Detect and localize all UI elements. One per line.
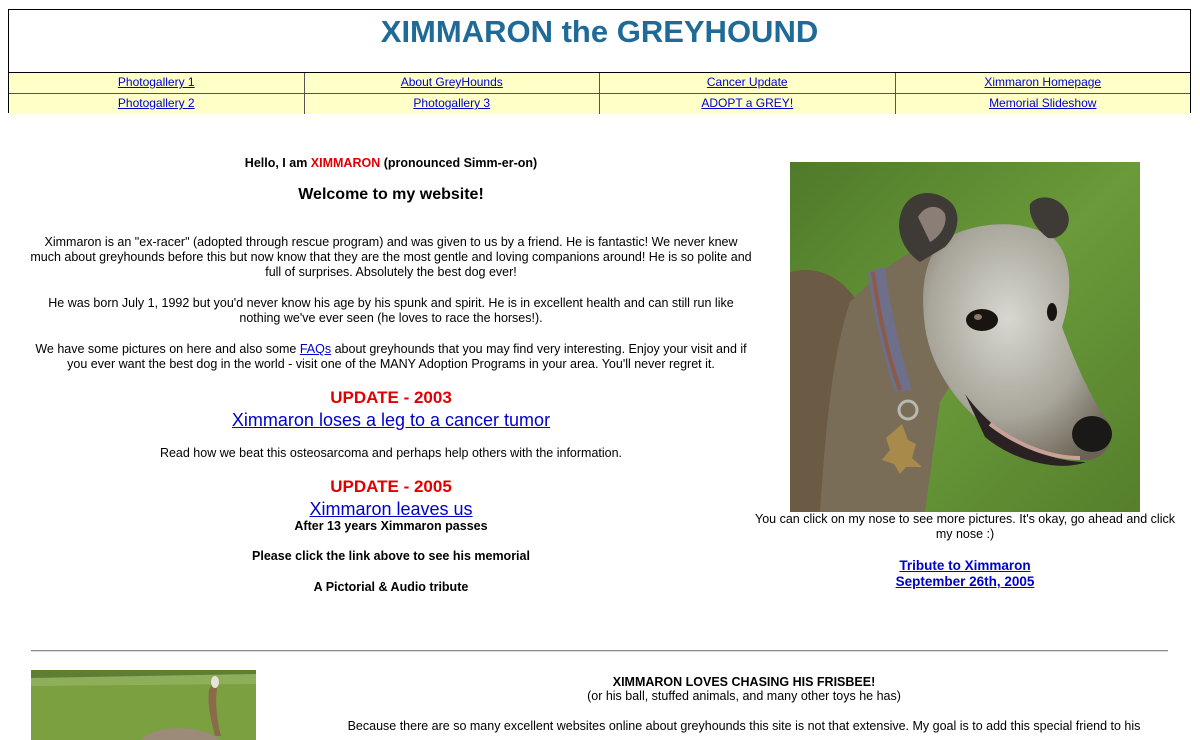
update-2005-heading: UPDATE - 2005 [330,477,452,496]
cancer-story-link-wrap [30,410,752,431]
memorial-link-wrap [30,499,752,520]
nav-cell [9,94,305,114]
para3-before: We have some pictures on here and also some [35,342,300,356]
nav-link-memorial-slideshow[interactable]: Memorial Slideshow [989,96,1097,110]
nav-link-homepage[interactable]: Ximmaron Homepage [984,75,1102,89]
hello-name: XIMMARON [310,156,381,170]
memorial-link[interactable]: Ximmaron leaves us [309,499,473,519]
nav-cell [9,73,305,93]
para3-after: about greyhounds that you may find very interesting. Enjoy your visit and if you ever want the best dog in the world - visit one of the MANY Adoption Programs in your area. You'll never regret it. [67,342,747,371]
horizontal-divider [31,650,1168,652]
nav-link-about-greyhounds[interactable]: About GreyHounds [400,75,503,89]
intro-paragraph-1: Ximmaron is an "ex-racer" (adopted through rescue program) and was given to us by a friend. He is fantastic! We never knew much about greyhounds before this but now know that they are the most gentle and loving companions around! He is so polite and full of surprises. Absolutely the best dog ever! [30,235,752,279]
hello-suffix: (pronounced Simm-er-on) [380,156,538,170]
hello-line [30,156,752,170]
frisbee-heading: XIMMARON LOVES CHASING HIS FRISBEE! [612,675,876,689]
intro-paragraph-2: He was born July 1, 1992 but you'd never know his age by his spunk and spirit. He is in excellent health and can still run like nothing we've ever seen (he loves to race the horses!). [48,296,734,325]
nav-cell [896,94,1191,114]
cancer-story-link[interactable]: Ximmaron loses a leg to a cancer tumor [231,410,551,430]
nav-cell [600,73,896,93]
pictorial-text: A Pictorial & Audio tribute [313,580,469,594]
tribute-line-2: September 26th, 2005 [895,574,1035,589]
tribute-section [755,558,1175,590]
frisbee-photo [31,670,256,740]
intro-paragraph-3 [30,342,752,372]
osteosarcoma-paragraph: Read how we beat this osteosarcoma and perhaps help others with the information. [159,446,623,460]
frisbee-paragraph: Because there are so many excellent websites online about greyhounds this site is not that extensive. My goal is to add this special friend to his [347,719,1141,733]
nav-cell [600,94,896,114]
nav-cell [305,73,601,93]
update-2003-heading: UPDATE - 2003 [330,388,452,407]
nav-row-2 [9,94,1190,114]
nav-link-photogallery-1[interactable]: Photogallery 1 [117,75,195,89]
greyhound-photo [790,162,1140,512]
frisbee-photo-image [31,670,256,740]
hello-prefix: Hello, I am [244,156,311,170]
title-cell [9,10,1190,73]
tribute-line-1: Tribute to Ximmaron [899,558,1031,573]
photo-caption: You can click on my nose to see more pictures. It's okay, go ahead and click my nose :) [755,512,1175,541]
nav-link-cancer-update[interactable]: Cancer Update [706,75,788,89]
tribute-link[interactable] [896,558,1035,589]
nav-link-photogallery-3[interactable]: Photogallery 3 [413,96,491,110]
frisbee-section [300,675,1188,734]
welcome-heading: Welcome to my website! [298,186,484,203]
header-table [8,9,1191,113]
frisbee-subheading: (or his ball, stuffed animals, and many other toys he has) [587,689,901,703]
nav-cell [896,73,1191,93]
faqs-link[interactable]: FAQs [299,342,332,356]
click-above-text: Please click the link above to see his memorial [252,549,530,563]
greyhound-photo-link[interactable] [790,162,1140,512]
nav-row-1 [9,73,1190,94]
nav-link-photogallery-2[interactable]: Photogallery 2 [117,96,195,110]
nav-cell [305,94,601,114]
nav-link-adopt[interactable]: ADOPT a GREY! [701,96,794,110]
passes-text: After 13 years Ximmaron passes [294,519,488,533]
page-title: XIMMARON the GREYHOUND [380,14,819,49]
